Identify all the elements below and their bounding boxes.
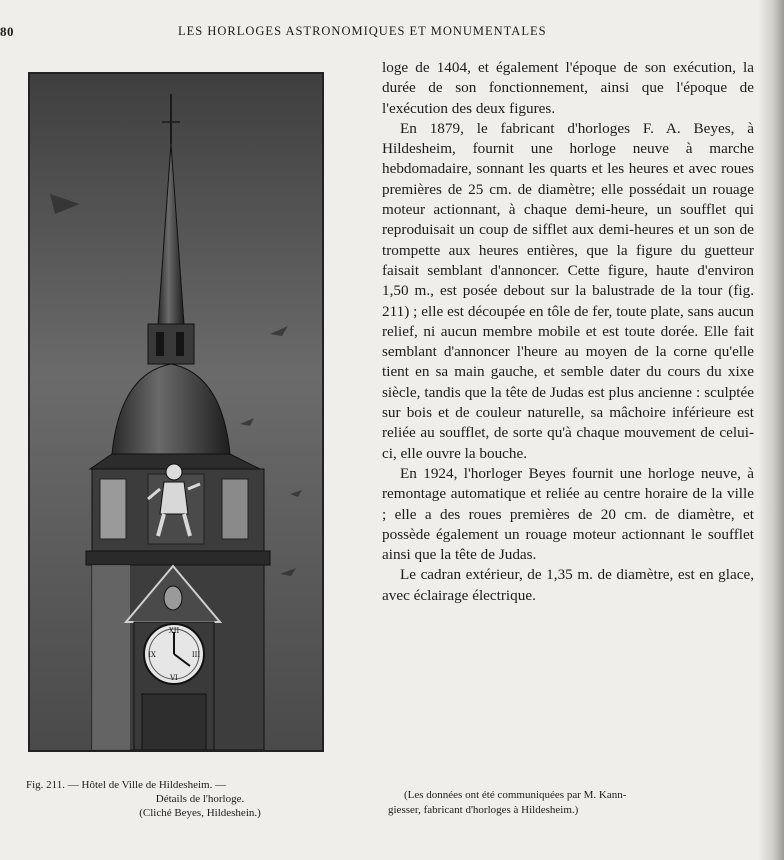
svg-text:XII: XII: [168, 627, 180, 635]
page-edge-shadow: [758, 0, 784, 860]
running-head: LES HORLOGES ASTRONOMIQUES ET MONUMENTALES: [178, 24, 547, 38]
caption-line: Détails de l'horloge.: [155, 793, 245, 805]
paragraph: En 1924, l'horloger Beyes fournit une horloge neuve, à remontage automatique et reliée au centre horaire de la ville ; elle a des roues premières de 20 cm. de diamètre, et possède également un rouage moteur actionnant le soufflet ainsi que la tête de Judas.: [382, 464, 754, 564]
clock-tower-illustration-icon: [30, 74, 322, 750]
source-note-line: (Les données ont été communiquées par M. Kann-: [404, 789, 627, 801]
caption-line: Fig. 211. — Hôtel de Ville de Hildesheim. —: [26, 779, 227, 791]
source-note-line: giesser, fabricant d'horloges à Hildesheim.): [388, 803, 579, 816]
figure-clock-tower: [28, 72, 324, 752]
paragraph: Le cadran extérieur, de 1,35 m. de diamètre, est en glace, avec éclairage électrique.: [382, 566, 754, 604]
source-note: [388, 788, 758, 817]
paragraph: En 1879, le fabricant d'horloges F. A. Beyes, à Hildesheim, fournit une horloge neuve à marche hebdomadaire, sonnant les quarts et les heures et avec roues premières de 25 cm. de diamètre; elle possédait un rouage moteur actionnant, à chaque demi-heure, un soufflet qui reproduisait un coup de sifflet aux demi-heures et un son de trompette aux heures entières, que la figure du guetteur faisait semblant d'annoncer. Cette figure, haute d'environ 1,50 m., est posée debout sur la balustrade de la tour (fig. 211) ; elle est découpée en tôle de fer, toute plate, sans aucun relief, ni aucun membre mobile et est toute dorée. Elle fait semblant d'annoncer l'heure au moyen de la corne qu'elle tient en sa main gauche, et semble dater du cours du xixe siècle, tandis que la tête de Judas est plus ancienne : sculptée sur bois et de couleur naturelle, sa mâchoire inférieure est reliée au soufflet, de sorte qu'à chaque mouvement de celui-ci, elle ouvre la bouche.: [382, 119, 754, 462]
page-number: 80: [0, 24, 14, 39]
svg-text:III: III: [191, 651, 201, 659]
figure-caption: [26, 778, 344, 820]
body-text-column: [382, 58, 754, 606]
svg-text:VI: VI: [170, 674, 178, 682]
svg-text:IX: IX: [148, 651, 156, 659]
paragraph: loge de 1404, et également l'époque de son exécution, la durée de son fonctionnement, ainsi que l'époque de l'exécution des deux figures.: [382, 59, 754, 117]
caption-line: (Cliché Beyes, Hildeshein.): [139, 807, 261, 819]
